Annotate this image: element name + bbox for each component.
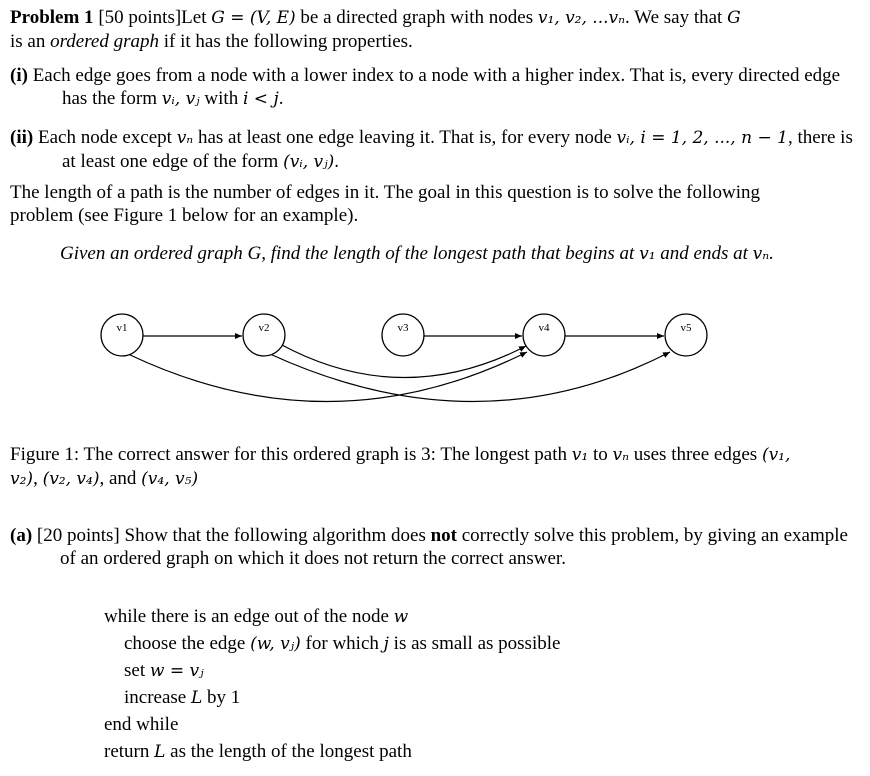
algo-line-1: while there is an edge out of the node w: [104, 606, 409, 627]
node-label: v1: [116, 322, 128, 334]
node-v4: [523, 314, 565, 356]
node-v2: [243, 314, 285, 356]
problem-points: [50 points]: [98, 7, 182, 28]
problem-label: Problem 1: [10, 7, 94, 28]
algorithm: [104, 603, 560, 765]
property-ii-label: (ii): [10, 127, 34, 148]
property-i-label: (i): [10, 65, 28, 86]
ordered-graph-term: ordered graph: [50, 31, 159, 52]
problem-intro: Problem 1 [50 points]Let G = (V, E) be a directed graph with nodes v₁, v₂, ...vₙ. We say that G is an ordered graph if it has the following properties.: [10, 7, 741, 52]
part-a-label: (a): [10, 525, 33, 546]
figure-caption: Figure 1: The correct answer for this ordered graph is 3: The longest path v₁ to vₙ uses three edges (v₁, v₂), (v₂, v₄), and (v₄, v₅): [10, 444, 791, 489]
algo-line-5: end while: [104, 714, 179, 735]
node-label: v2: [258, 322, 270, 334]
node-v5: [665, 314, 707, 356]
part-a-points: [20 points]: [36, 525, 120, 546]
part-a: (a) [20 points] Show that the following algorithm does not correctly solve this problem, by giving an example of an ordered graph on which it does not return the correct answer.: [10, 525, 848, 569]
node-label: v3: [397, 322, 409, 334]
algo-line-6: return L as the length of the longest path: [104, 741, 412, 762]
property-ii: (ii) Each node except vₙ has at least one edge leaving it. That is, for every node vᵢ, i = 1, 2, ..., n − 1, there is at least one edge of the form (vᵢ, vⱼ).: [10, 127, 853, 172]
algo-line-4: increase L by 1: [124, 687, 241, 708]
algo-line-2: choose the edge (w, vⱼ) for which j is as small as possible: [124, 633, 561, 654]
length-paragraph: The length of a path is the number of edges in it. The goal in this question is to solve the following problem (see Figure 1 below for an example).: [10, 182, 761, 226]
node-v3: [382, 314, 424, 356]
algo-line-3: set w = vⱼ: [124, 660, 204, 681]
property-i: (i) Each edge goes from a node with a lower index to a node with a higher index. That is, every directed edge has the form vᵢ, vⱼ with i < j.: [10, 65, 841, 109]
problem-statement: Given an ordered graph G, find the length of the longest path that begins at v₁ and ends at vₙ.: [60, 243, 774, 264]
figure-graph: [0, 300, 831, 420]
node-label: v4: [538, 322, 550, 334]
node-v1: [101, 314, 143, 356]
node-label: v5: [680, 322, 692, 334]
